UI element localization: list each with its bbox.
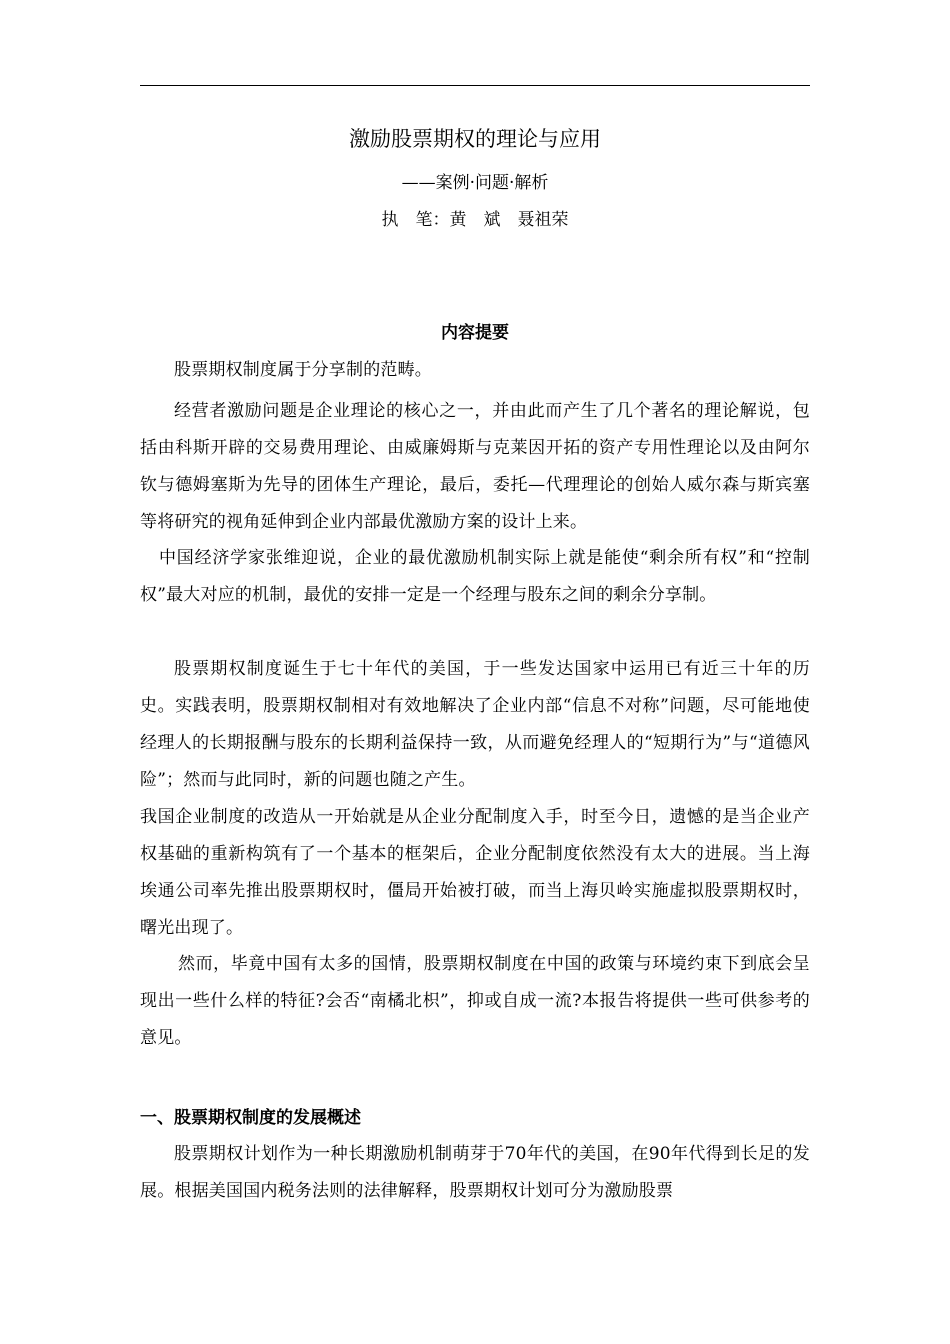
summary-heading: 内容提要 xyxy=(441,323,509,343)
document-subtitle: ——案例·问题·解析 xyxy=(401,173,549,193)
summary-paragraph-1: 股票期权制度属于分享制的范畴。 xyxy=(174,360,432,380)
summary-paragraph-4: 股票期权制度诞生于七十年代的美国，于一些发达国家中运用已有近三十年的历史。实践表明，股票期权制相对有效地解决了企业内部“信息不对称”问题，尽可能地使经理人的长期报酬与股东的长期利益保持一致，从而避免经理人的“短期行为”与“道德风险”；然而与此同时，新的问题也随之产生。 xyxy=(140,659,810,790)
summary-paragraph-2: 经营者激励问题是企业理论的核心之一，并由此而产生了几个著名的理论解说，包括由科斯开辟的交易费用理论、由威廉姆斯与克莱因开拓的资产专用性理论以及由阿尔钦与德姆塞斯为先导的团体生产理论，最后，委托—代理理论的创始人威尔森与斯宾塞等将研究的视角延伸到企业内部最优激励方案的设计上来。 xyxy=(140,401,810,532)
header-rule xyxy=(140,85,810,86)
summary-paragraph-6: 然而，毕竟中国有太多的国情，股票期权制度在中国的政策与环境约束下到底会呈现出一些什么样的特征?会否“南橘北枳”，抑或自成一流?本报告将提供一些可供参考的意见。 xyxy=(140,954,810,1048)
summary-paragraph-5: 我国企业制度的改造从一开始就是从企业分配制度入手，时至今日，遗憾的是当企业产权基础的重新构筑有了一个基本的框架后，企业分配制度依然没有太大的进展。当上海埃通公司率先推出股票期权时，僵局开始被打破，而当上海贝岭实施虚拟股票期权时，曙光出现了。 xyxy=(140,807,810,938)
document-authors: 执 笔：黄 斌 聂祖荣 xyxy=(381,210,569,230)
section-heading-1: 一、股票期权制度的发展概述 xyxy=(140,1108,361,1128)
section-1-paragraph: 股票期权计划作为一种长期激励机制萌芽于70年代的美国，在90年代得到长足的发展。根据美国国内税务法则的法律解释，股票期权计划可分为激励股票 xyxy=(140,1144,810,1201)
document-title: 激励股票期权的理论与应用 xyxy=(349,127,601,151)
summary-paragraph-3: 中国经济学家张维迎说，企业的最优激励机制实际上就是能使“剩余所有权”和“控制权”最大对应的机制，最优的安排一定是一个经理与股东之间的剩余分享制。 xyxy=(140,548,810,605)
